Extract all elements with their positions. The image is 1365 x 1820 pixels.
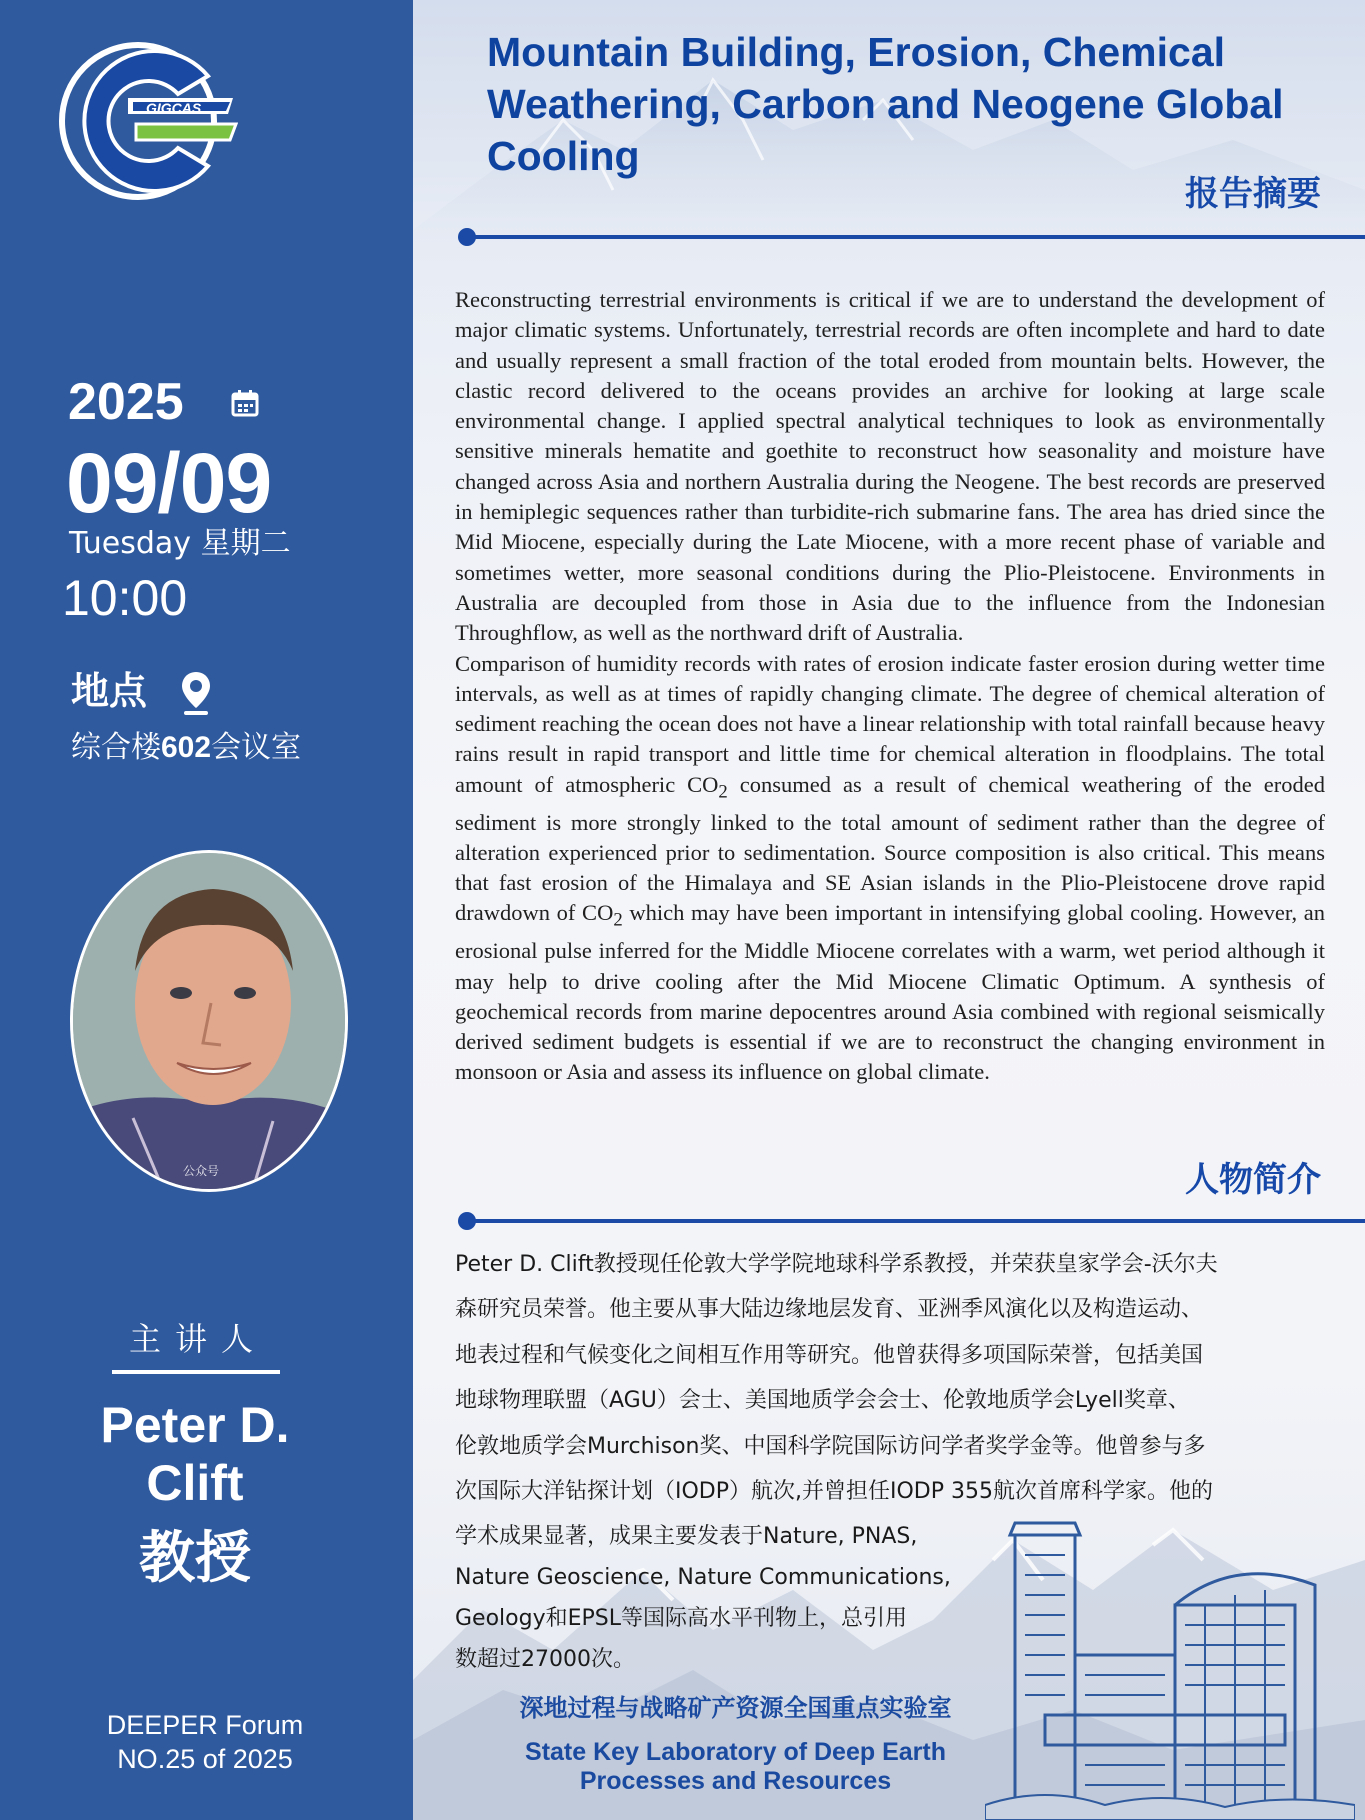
bio-heading: 人物简介 [1185, 1160, 1321, 1200]
bio-line: 森研究员荣誉。他主要从事大陆边缘地层发育、亚洲季风演化以及构造运动、 [455, 1297, 1204, 1323]
event-year: 2025 [68, 373, 184, 431]
gigcas-logo [58, 36, 238, 201]
speaker-title: 教授 [139, 1526, 251, 1591]
bio-line: 地球物理联盟（AGU）会士、美国地质学会会士、伦敦地质学会Lyell奖章、 [455, 1388, 1190, 1414]
abstract-p2-part-b: consumed as a result of chemical weathering of the eroded sediment is more strongly linked to the total amount of sediment rather than the degree of alteration experienced prior to sedimentation. Source composition is also critical. This means that fast erosion of the Himalaya and SE Asian islands in the Plio-Pleistocene drove rapid drawdown of CO [455, 771, 1325, 926]
location-pin-icon [180, 670, 212, 716]
abstract-p2-part-c: which may have been important in intensifying global cooling. However, an erosional pulse inferred for the Middle Miocene correlates with a warm, wet period although it may help to drive cooling after the Mid Miocene Climatic Optimum. A synthesis of geochemical records from marine depocentres around Asia combined with regional seismically derived sediment budgets is essential if we are to reconstruct the changing environment in monsoon or Asia and assess its influence on global climate. [455, 900, 1325, 1085]
bio-line: 数超过27000次。 [455, 1647, 635, 1673]
bio-line: Nature Geoscience, Nature Communications, [455, 1564, 951, 1590]
bio-divider [460, 1219, 1365, 1223]
abstract-paragraph-1: Reconstructing terrestrial environments is critical if we are to understand the development of major climatic systems. Unfortunately, terrestrial records are often incomplete and hard to date and usually represent a small fraction of the total eroded from mountain belts. However, the clastic record delivered to the oceans provides an archive for looking at large scale environmental change. I applied spectral analytical techniques to look as environmentally sensitive minerals hematite and goethite to reconstruct how seasonality and moisture have changed across Asia and northern Australia during the Neogene. The best records are preserved in hemiplegic sequences rather than turbidite-rich submarine fans. The area has dried since the Mid Miocene, especially during the Late Miocene, with a more recent phase of variable and sometimes wetter, more seasonal conditions during the Plio-Pleistocene. Environments in Australia are decoupled from those in Asia due to the influence from the Indonesian Throughflow, as well as the northward drift of Australia. [455, 287, 1325, 646]
abstract-divider [460, 235, 1365, 239]
forum-info [70, 1708, 340, 1776]
co2-subscript: 2 [718, 781, 728, 803]
abstract-paragraph-2 [455, 649, 1325, 1088]
talk-title: Mountain Building, Erosion, Chemical Weathering, Carbon and Neogene Global Cooling [487, 29, 1284, 179]
location-room: 会议室 [211, 730, 302, 765]
event-date: 09/09 [66, 436, 272, 530]
bio-line: 地表过程和气候变化之间相互作用等研究。他曾获得多项国际荣誉，包括美国 [455, 1342, 1204, 1368]
speaker-name: Peter D. Clift [100, 1397, 290, 1511]
lab-name-english-line1: State Key Laboratory of Deep Earth [525, 1738, 946, 1766]
watermark-text: 公众号 [183, 1164, 220, 1178]
lab-name-english-line2: Processes and Resources [579, 1767, 892, 1795]
location-label: 地点 [71, 669, 148, 713]
location-room-number: 602 [161, 731, 212, 764]
speaker-label: 主讲人 [128, 1320, 267, 1358]
event-weekday: Tuesday 星期二 [69, 526, 291, 561]
logo-text: GIGCAS [146, 100, 202, 116]
calendar-icon [230, 388, 260, 418]
location-value [71, 728, 301, 768]
bio-line: 学术成果显著，成果主要发表于Nature, PNAS, [455, 1524, 918, 1550]
bio-line: 伦敦地质学会Murchison奖、中国科学院国际访问学者奖学金等。他曾参与多 [455, 1433, 1206, 1459]
speaker-divider [112, 1370, 280, 1374]
laboratory-building-illustration [985, 1515, 1355, 1820]
event-time: 10:00 [62, 570, 188, 626]
bio-line: Geology和EPSL等国际高水平刊物上，总引用 [455, 1605, 907, 1631]
forum-name: DEEPER Forum [106, 1710, 304, 1740]
sidebar-panel [0, 0, 413, 1820]
abstract-p2-part-a: Comparison of humidity records with rates of erosion indicate faster erosion during wetter time intervals, as well as at times of rapidly changing climate. The degree of chemical alteration of sediment reaching the ocean does not have a linear relationship with total rainfall because heavy rains result in rapid transport and little time for chemical alteration in floodplains. The total amount of atmospheric CO [455, 650, 1325, 797]
lab-name-chinese: 深地过程与战略矿产资源全国重点实验室 [519, 1693, 952, 1722]
bio-line: Peter D. Clift教授现任伦敦大学学院地球科学系教授，并荣获皇家学会-沃尔夫 [455, 1252, 1218, 1277]
bio-line: 次国际大洋钻探计划（IODP）航次,并曾担任IODP 355航次首席科学家。他的 [455, 1479, 1214, 1505]
speaker-portrait [70, 850, 348, 1192]
location-building: 综合楼 [71, 730, 161, 765]
lab-name-english [473, 1738, 998, 1796]
abstract-heading: 报告摘要 [1185, 174, 1321, 214]
forum-number: NO.25 of 2025 [117, 1744, 293, 1774]
co2-subscript: 2 [613, 909, 623, 931]
abstract-text [455, 285, 1325, 1088]
